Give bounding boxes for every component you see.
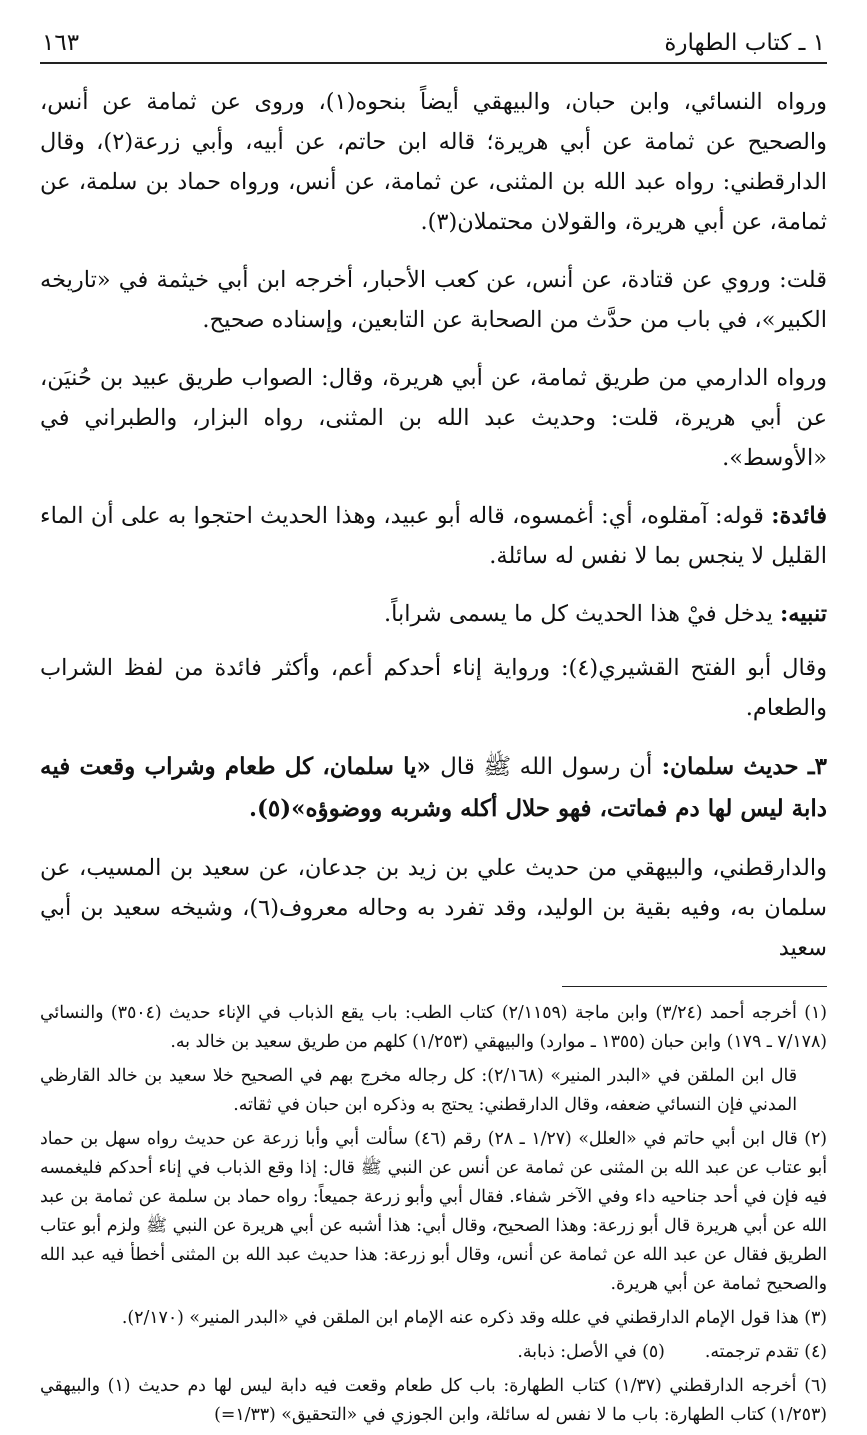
hadith-label: ٣ـ حديث سلمان:	[661, 753, 827, 780]
footnote-separator	[562, 986, 827, 987]
footnote-4: (٤) تقدم ترجمته.	[704, 1342, 827, 1362]
footnote-6: (٦) أخرجه الدارقطني (١/٣٧) كتاب الطهارة: باب كل طعام وقعت فيه دابة ليس لها دم حديث (١) والبيهقي (١/٢٥٣) كتاب الطهارة: باب ما لا نفس له سائلة، وابن الجوزي في «التحقيق» (١/٣٣=)	[40, 1376, 827, 1425]
footnote-2: (٢) قال ابن أبي حاتم في «العلل» (١/٢٧ ـ ٢٨) رقم (٤٦) سألت أبي وأبا زرعة عن حديث رواه سهل بن حماد أبو عتاب عن عبد الله بن المثنى عن ثمامة عن أنس عن النبي ﷺ قال: إذا وقع الذباب في إناء أحدكم فليغمسه فيه فإن في أحد جناحيه داء وفي الآخر شفاء. فقال أبي وأبو زرعة جميعاً: رواه حماد بن سلمة عن ثمامة بن عبد الله عن أبي هريرة قال أبو زرعة: وهذا الصحيح، وقال أبي: هذا أشبه عن أبي هريرة عن النبي ﷺ ولزم أبو عتاب الطريق فقال عن عبد الله عن ثمامة عن أنس، وقال أبو زرعة: هذا حديث عبد الله بن المثنى أخطأ فيه عبد الله والصحيح ثمامة عن أبي هريرة.	[40, 1129, 827, 1294]
running-header	[40, 30, 827, 64]
note-label: تنبيه:	[780, 601, 827, 627]
footnote-5: (٥) في الأصل: ذبابة.	[517, 1342, 665, 1362]
paragraph-7: والدارقطني، والبيهقي من حديث علي بن زيد بن جدعان، عن سعيد بن المسيب، عن سلمان به، وفيه بقية بن الوليد، وقد تفرد به وحاله معروف(٦)، وشيخه سعيد بن أبي سعيد	[40, 855, 827, 961]
page-number: ١٦٣	[42, 30, 80, 56]
paragraph-5	[40, 594, 827, 634]
benefit-text: قوله: آمقلوه، أي: أغمسوه، قاله أبو عبيد، وهذا الحديث احتجوا به على أن الماء القليل لا ينجس بما لا نفس له سائلة.	[40, 503, 827, 569]
footnotes-4-5	[40, 1338, 827, 1367]
paragraph-4	[40, 496, 827, 576]
footnote-1-note: قال ابن الملقن في «البدر المنير» (٢/١٦٨): كل رجاله مخرج بهم في الصحيح خلا سعيد بن خالد القارظي المدني فإن النسائي ضعفه، وقال الدارقطني: يحتج به وذكره ابن حبان في ثقاته.	[40, 1066, 797, 1115]
main-text	[40, 82, 827, 968]
hadith-salman	[40, 746, 827, 830]
benefit-label: فائدة:	[771, 503, 827, 529]
paragraph-6: وقال أبو الفتح القشيري(٤): ورواية إناء أحدكم أعم، وأكثر فائدة من لفظ الشراب والطعام.	[40, 655, 827, 721]
paragraph-2: قلت: وروي عن قتادة، عن أنس، عن كعب الأحبار، أخرجه ابن أبي خيثمة في «تاريخه الكبير»، في باب من حدَّث من الصحابة عن التابعين، وإسناده صحيح.	[40, 267, 827, 333]
footnote-1: (١) أخرجه أحمد (٣/٢٤) وابن ماجة (٢/١١٥٩) كتاب الطب: باب يقع الذباب في الإناء حديث (٣٥٠٤) والنسائي (٧/١٧٨ ـ ١٧٩) وابن حبان (١٣٥٥ ـ موارد) والبيهقي (١/٢٥٣) كلهم من طريق سعيد بن خالد به.	[40, 1003, 828, 1052]
footnote-3: (٣) هذا قول الإمام الدارقطني في علله وقد ذكره عنه الإمام ابن الملقن في «البدر المنير» (٢/١٧٠).	[121, 1308, 827, 1328]
hadith-intro: أن رسول الله ﷺ قال	[440, 754, 653, 780]
paragraph-3: ورواه الدارمي من طريق ثمامة، عن أبي هريرة، وقال: الصواب طريق عبيد بن حُنيَن، عن أبي هريرة، قلت: وحديث عبد الله بن المثنى، رواه البزار، والطبراني في «الأوسط».	[40, 365, 827, 471]
note-text: يدخل فيْ هذا الحديث كل ما يسمى شراباً.	[383, 601, 773, 627]
page	[40, 30, 827, 1435]
chapter-title: ١ ـ كتاب الطهارة	[664, 30, 825, 56]
paragraph-1: ورواه النسائي، وابن حبان، والبيهقي أيضاً بنحوه(١)، وروى عن ثمامة عن أنس، والصحيح عن ثمامة عن أبي هريرة؛ قاله ابن حاتم، عن أبيه، وأبي زرعة(٢)، وقال الدارقطني: رواه عبد الله بن المثنى، عن ثمامة، عن أنس، ورواه حماد بن سلمة، عن ثمامة، عن أبي هريرة، والقولان محتملان(٣).	[40, 89, 827, 235]
footnotes	[40, 999, 827, 1430]
footnote-separator-wrap	[40, 986, 827, 987]
hadith-quote: «يا سلمان، كل طعام وشراب وقعت فيه دابة ليس لها دم فماتت، فهو حلال أكله وشربه ووضوؤه»(٥).	[40, 753, 827, 822]
